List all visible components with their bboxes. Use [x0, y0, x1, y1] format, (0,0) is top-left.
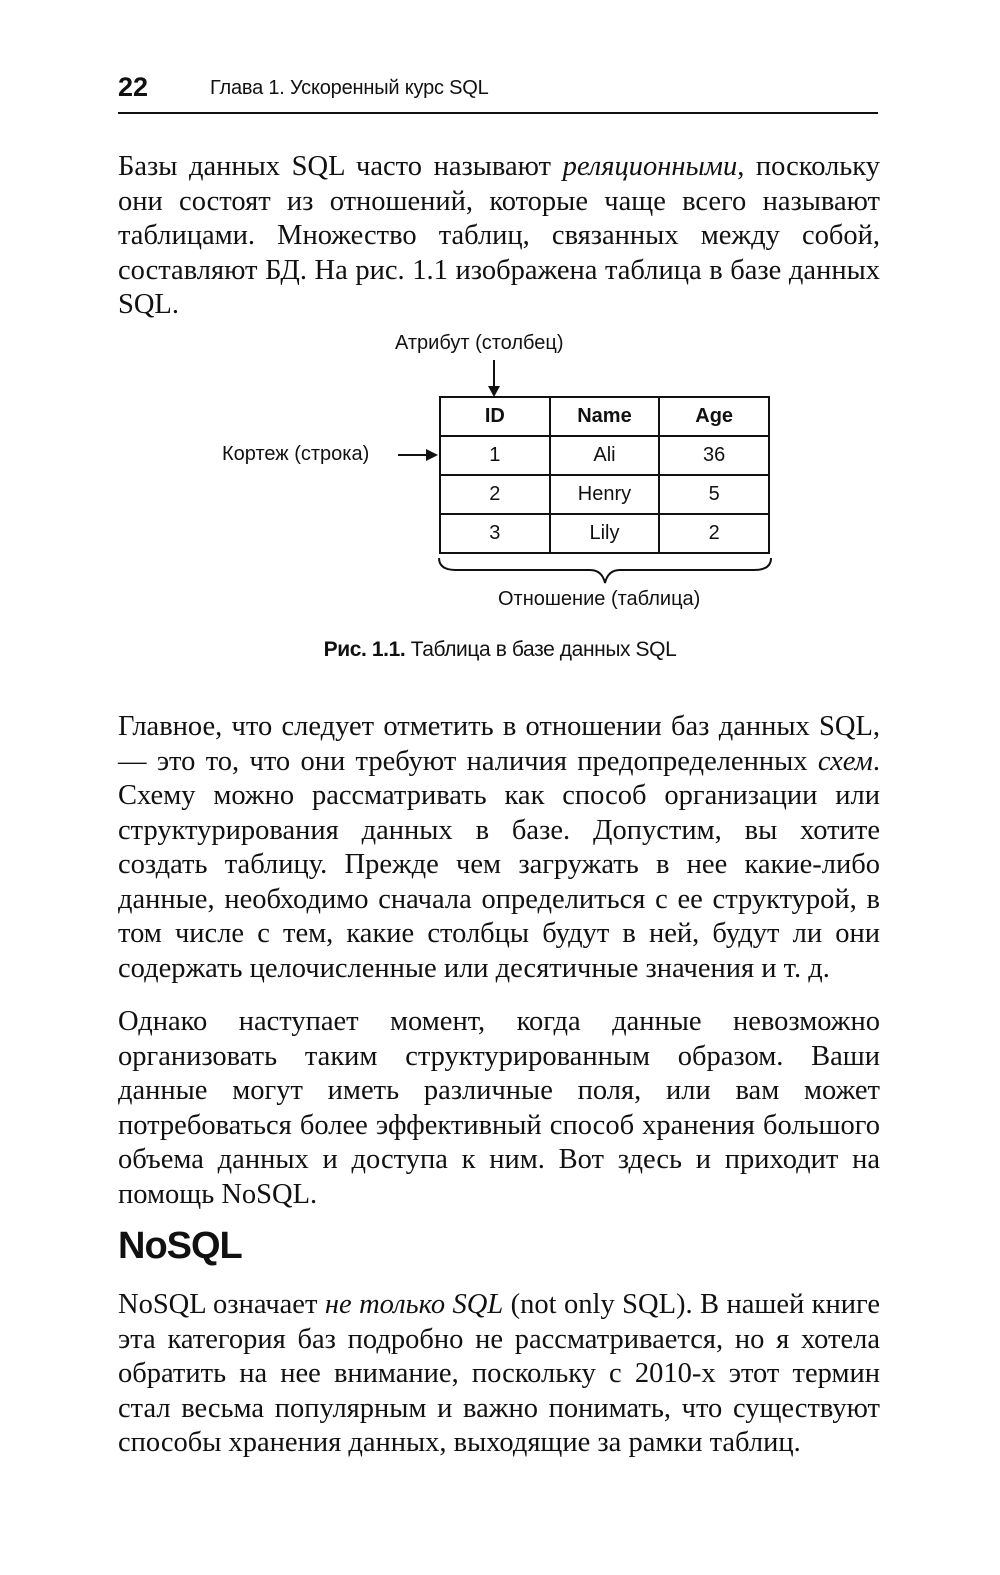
table-cell: Ali — [550, 436, 660, 475]
schema-text-1: Главное, что следует отметить в отношении баз данных SQL, — это то, что они требуют наличия предопределенных — [118, 711, 880, 777]
tuple-label: Кортеж (строка) — [222, 443, 370, 465]
table-cell: 5 — [659, 475, 769, 514]
right-arrow-icon — [398, 447, 440, 463]
relation-label: Отношение (таблица) — [498, 588, 701, 610]
column-header: Name — [550, 397, 660, 436]
curly-brace-icon — [436, 556, 774, 586]
nosql-intro-paragraph: Однако наступает момент, когда данные невозможно организовать таким структурированным образом. Ваши данные могут иметь различные поля, или вам может потребоваться более эффективный способ хранения большого объема данных и доступа к ним. Вот здесь и приходит на помощь NoSQL. — [118, 1006, 880, 1210]
page-number: 22 — [118, 72, 149, 102]
intro-text-2: , поскольку они состоят из отношений, которые чаще всего называют таблицами. Множество таблиц, связанных между собой, составляют БД. На рис. 1.1 изображена таблица в базе данных SQL. — [118, 151, 880, 320]
schema-text-2: . Схему можно рассматривать как способ организации или структурирования данных в базе. Допустим, вы хотите создать таблицу. Прежде чем загружать в нее какие-либо данные, необходимо сначала определиться с ее структурой, в том числе с тем, какие столбцы будут в ней, будут ли они содержать целочисленные или десятичные значения и т. д. — [118, 745, 880, 984]
section-heading: NoSQL — [118, 1225, 242, 1267]
relation-table — [439, 396, 770, 554]
nosql-text-1: NoSQL означает — [118, 1289, 325, 1320]
intro-emphasis: реляционными — [562, 151, 738, 182]
table-cell: 3 — [440, 514, 550, 553]
intro-paragraph — [118, 150, 880, 323]
column-header: Age — [659, 397, 769, 436]
column-header: ID — [440, 397, 550, 436]
down-arrow-icon — [486, 360, 502, 398]
nosql-text-2: (not only SQL). В нашей книге эта категория баз подробно не рассматривается, но я хотела обратить на нее внимание, поскольку с 2010-х этот термин стал весьма популярным и важно понимать, что существуют способы хранения данных, выходящие за рамки таблиц. — [118, 1289, 880, 1458]
caption-text: Таблица в базе данных SQL — [405, 638, 677, 661]
table-cell: 1 — [440, 436, 550, 475]
attribute-label: Атрибут (столбец) — [395, 332, 564, 354]
table-row — [440, 436, 769, 475]
figure-caption — [0, 638, 1000, 662]
running-head: Глава 1. Ускоренный курс SQL — [210, 77, 489, 99]
table-row — [440, 475, 769, 514]
schema-emphasis: схем — [817, 745, 873, 777]
figure-relation-table — [0, 320, 1000, 680]
nosql-paragraph — [118, 1288, 880, 1461]
nosql-emphasis: не только SQL — [324, 1289, 504, 1320]
table-header-row — [440, 397, 769, 436]
table-cell: 2 — [659, 514, 769, 553]
table-cell: 2 — [440, 475, 550, 514]
table-cell: Lily — [550, 514, 660, 553]
schema-paragraph — [118, 710, 880, 986]
table-cell: Henry — [550, 475, 660, 514]
intro-text-1: Базы данных SQL часто называют — [118, 151, 563, 182]
caption-number: Рис. 1.1. — [323, 638, 406, 661]
page-header — [118, 70, 878, 114]
table-cell: 36 — [659, 436, 769, 475]
table-row — [440, 514, 769, 553]
